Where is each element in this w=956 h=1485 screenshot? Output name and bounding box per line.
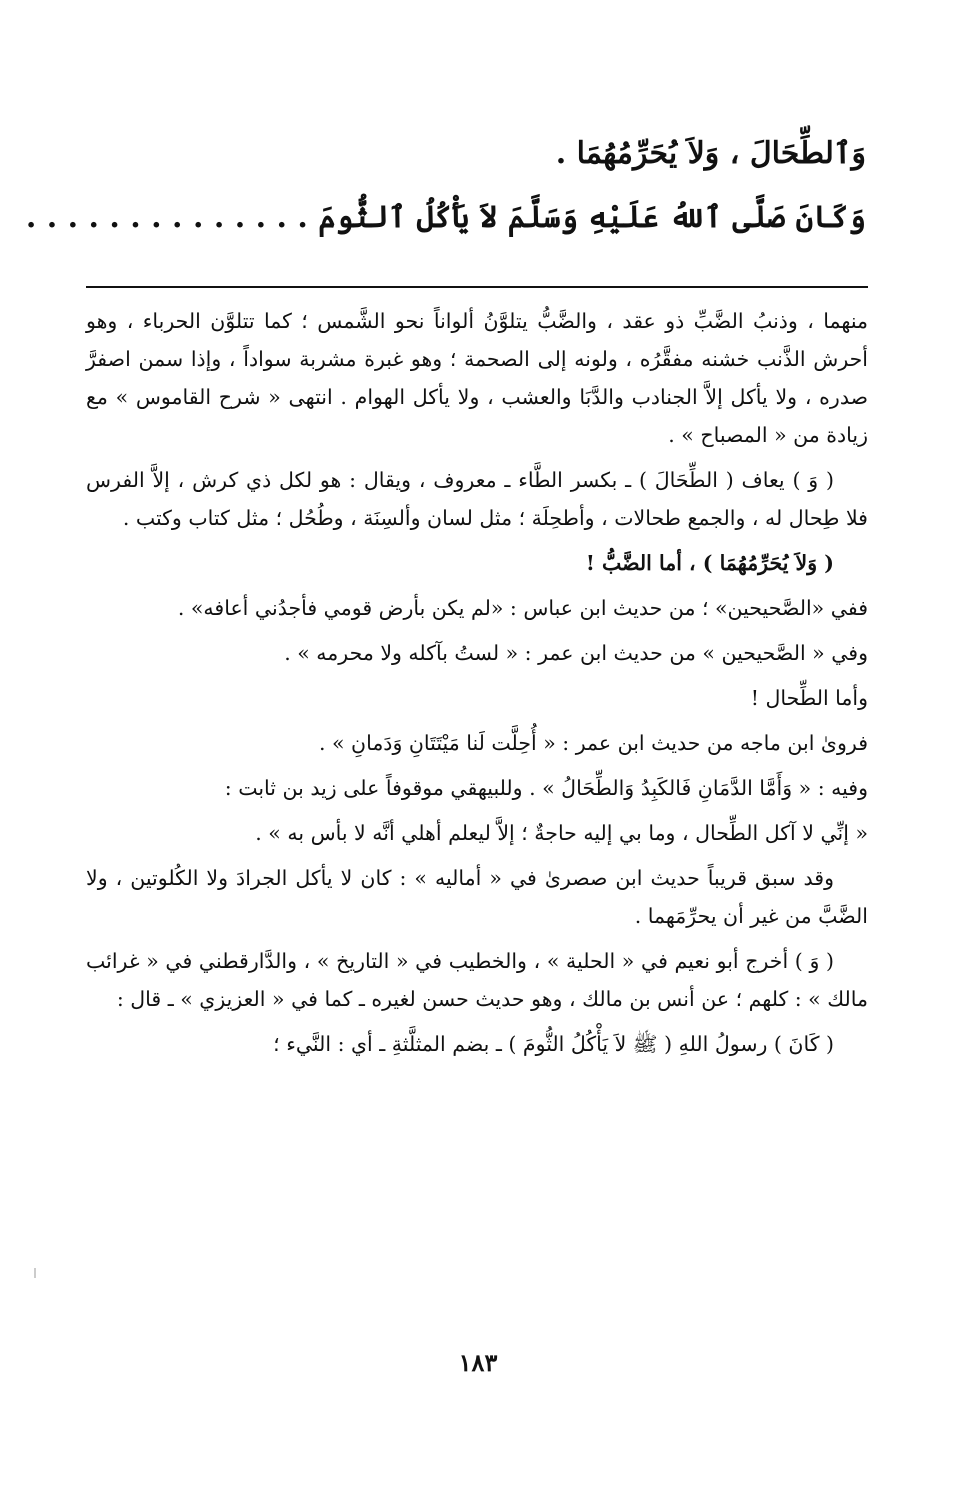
commentary-paragraph: وفيه : « وَأَمَّا الدَّمَانِ فَالكَبِدُ وَالطِّحَالُ » . وللبيهقي موقوفاً على زيد بن ثابت : [224,776,868,800]
commentary-paragraph: وأما الطِّحال ! [750,686,868,710]
page-number: ١٨٣ [458,1348,498,1377]
matn-line-1: وَٱلطِّحَالَ ، وَلاَ يُحَرِّمُهُمَا . [555,136,866,171]
commentary-paragraph: ففي «الصَّحيحين» ؛ من حديث ابن عباس : «لم يكن بأرض قومي فأجدُني أعافه» . [177,596,868,620]
commentary-paragraph: ( وَلاَ يُحَرِّمُهُمَا ) ، أما الضَّبُّ ! [585,551,834,575]
commentary-block [86,302,868,1070]
footnote-separator [86,286,868,288]
commentary-paragraph: ( وَ ) يعاف ( الطِّحَالَ ) ـ بكسر الطَّاء ـ معروف ، ويقال : هو لكل ذي كرش ، إلاَّ الفرس فلا طِحال له ، والجمع طحالات ، وأطحِلَة ؛ مثل لسان وألسِنَة ، وطُحُل ؛ مثل كتاب وكتب . [86,468,868,530]
matn-line-2: وَكَانَ صَلَّى ٱللهُ عَلَيْهِ وَسَلَّمَ لاَ يَأْكُلُ ٱلثُّومَ . . . . . . . . . . . . . . [25,200,866,235]
commentary-paragraph: ( كَانَ ) رسولُ اللهِ ( ﷺ لاَ يَأْكُلُ الثُّومَ ) ـ بضم المثلَّثةِ ـ أي : النَّيء ؛ [273,1032,834,1056]
commentary-paragraph: منهما ، وذنبُ الضَّبِّ ذو عقد ، والضَّبُّ يتلوَّنُ ألواناً نحو الشَّمس ؛ كما تتلوَّن الحرباء ، وهو أحرش الذَّنب خشنه مفقَّرُه ، ولونه إلى الصحمة ؛ وهو غبرة مشربة سواداً ، وإذا سمن اصفرَّ صدره ، ولا يأكل إلاَّ الجنادب والدَّبَا والعشب ، ولا يأكل الهوام . انتهى « شرح القاموس » مع زيادة من « المصباح » . [86,309,868,447]
commentary-paragraph: ( وَ ) أخرج أبو نعيم في « الحلية » ، والخطيب في « التاريخ » ، والدَّارقطني في « غرائب مالك » : كلهم ؛ عن أنس بن مالك ، وهو حديث حسن لغيره ـ كما في « العزيزي » ـ قال : [86,949,868,1011]
commentary-paragraph: وقد سبق قريباً حديث ابن صصرىٰ في « أماليه » : كان لا يأكل الجرادَ ولا الكُلوتين ، ولا الضَّبَّ من غير أن يحرِّمَهما . [86,866,868,928]
commentary-paragraph: فروىٰ ابن ماجه من حديث ابن عمر : « أُحِلَّت لَنا مَيْتَتَانِ وَدَمانِ » . [318,731,868,755]
scan-mark [34,1268,36,1278]
commentary-paragraph: « إنِّي لا آكل الطِّحال ، وما بي إليه حاجةٌ ؛ إلاَّ ليعلم أهلي أنَّه لا بأس به » . [255,821,868,845]
commentary-paragraph: وفي « الصَّحيحين » من حديث ابن عمر : « لستُ بآكله ولا محرمه » . [284,641,868,665]
